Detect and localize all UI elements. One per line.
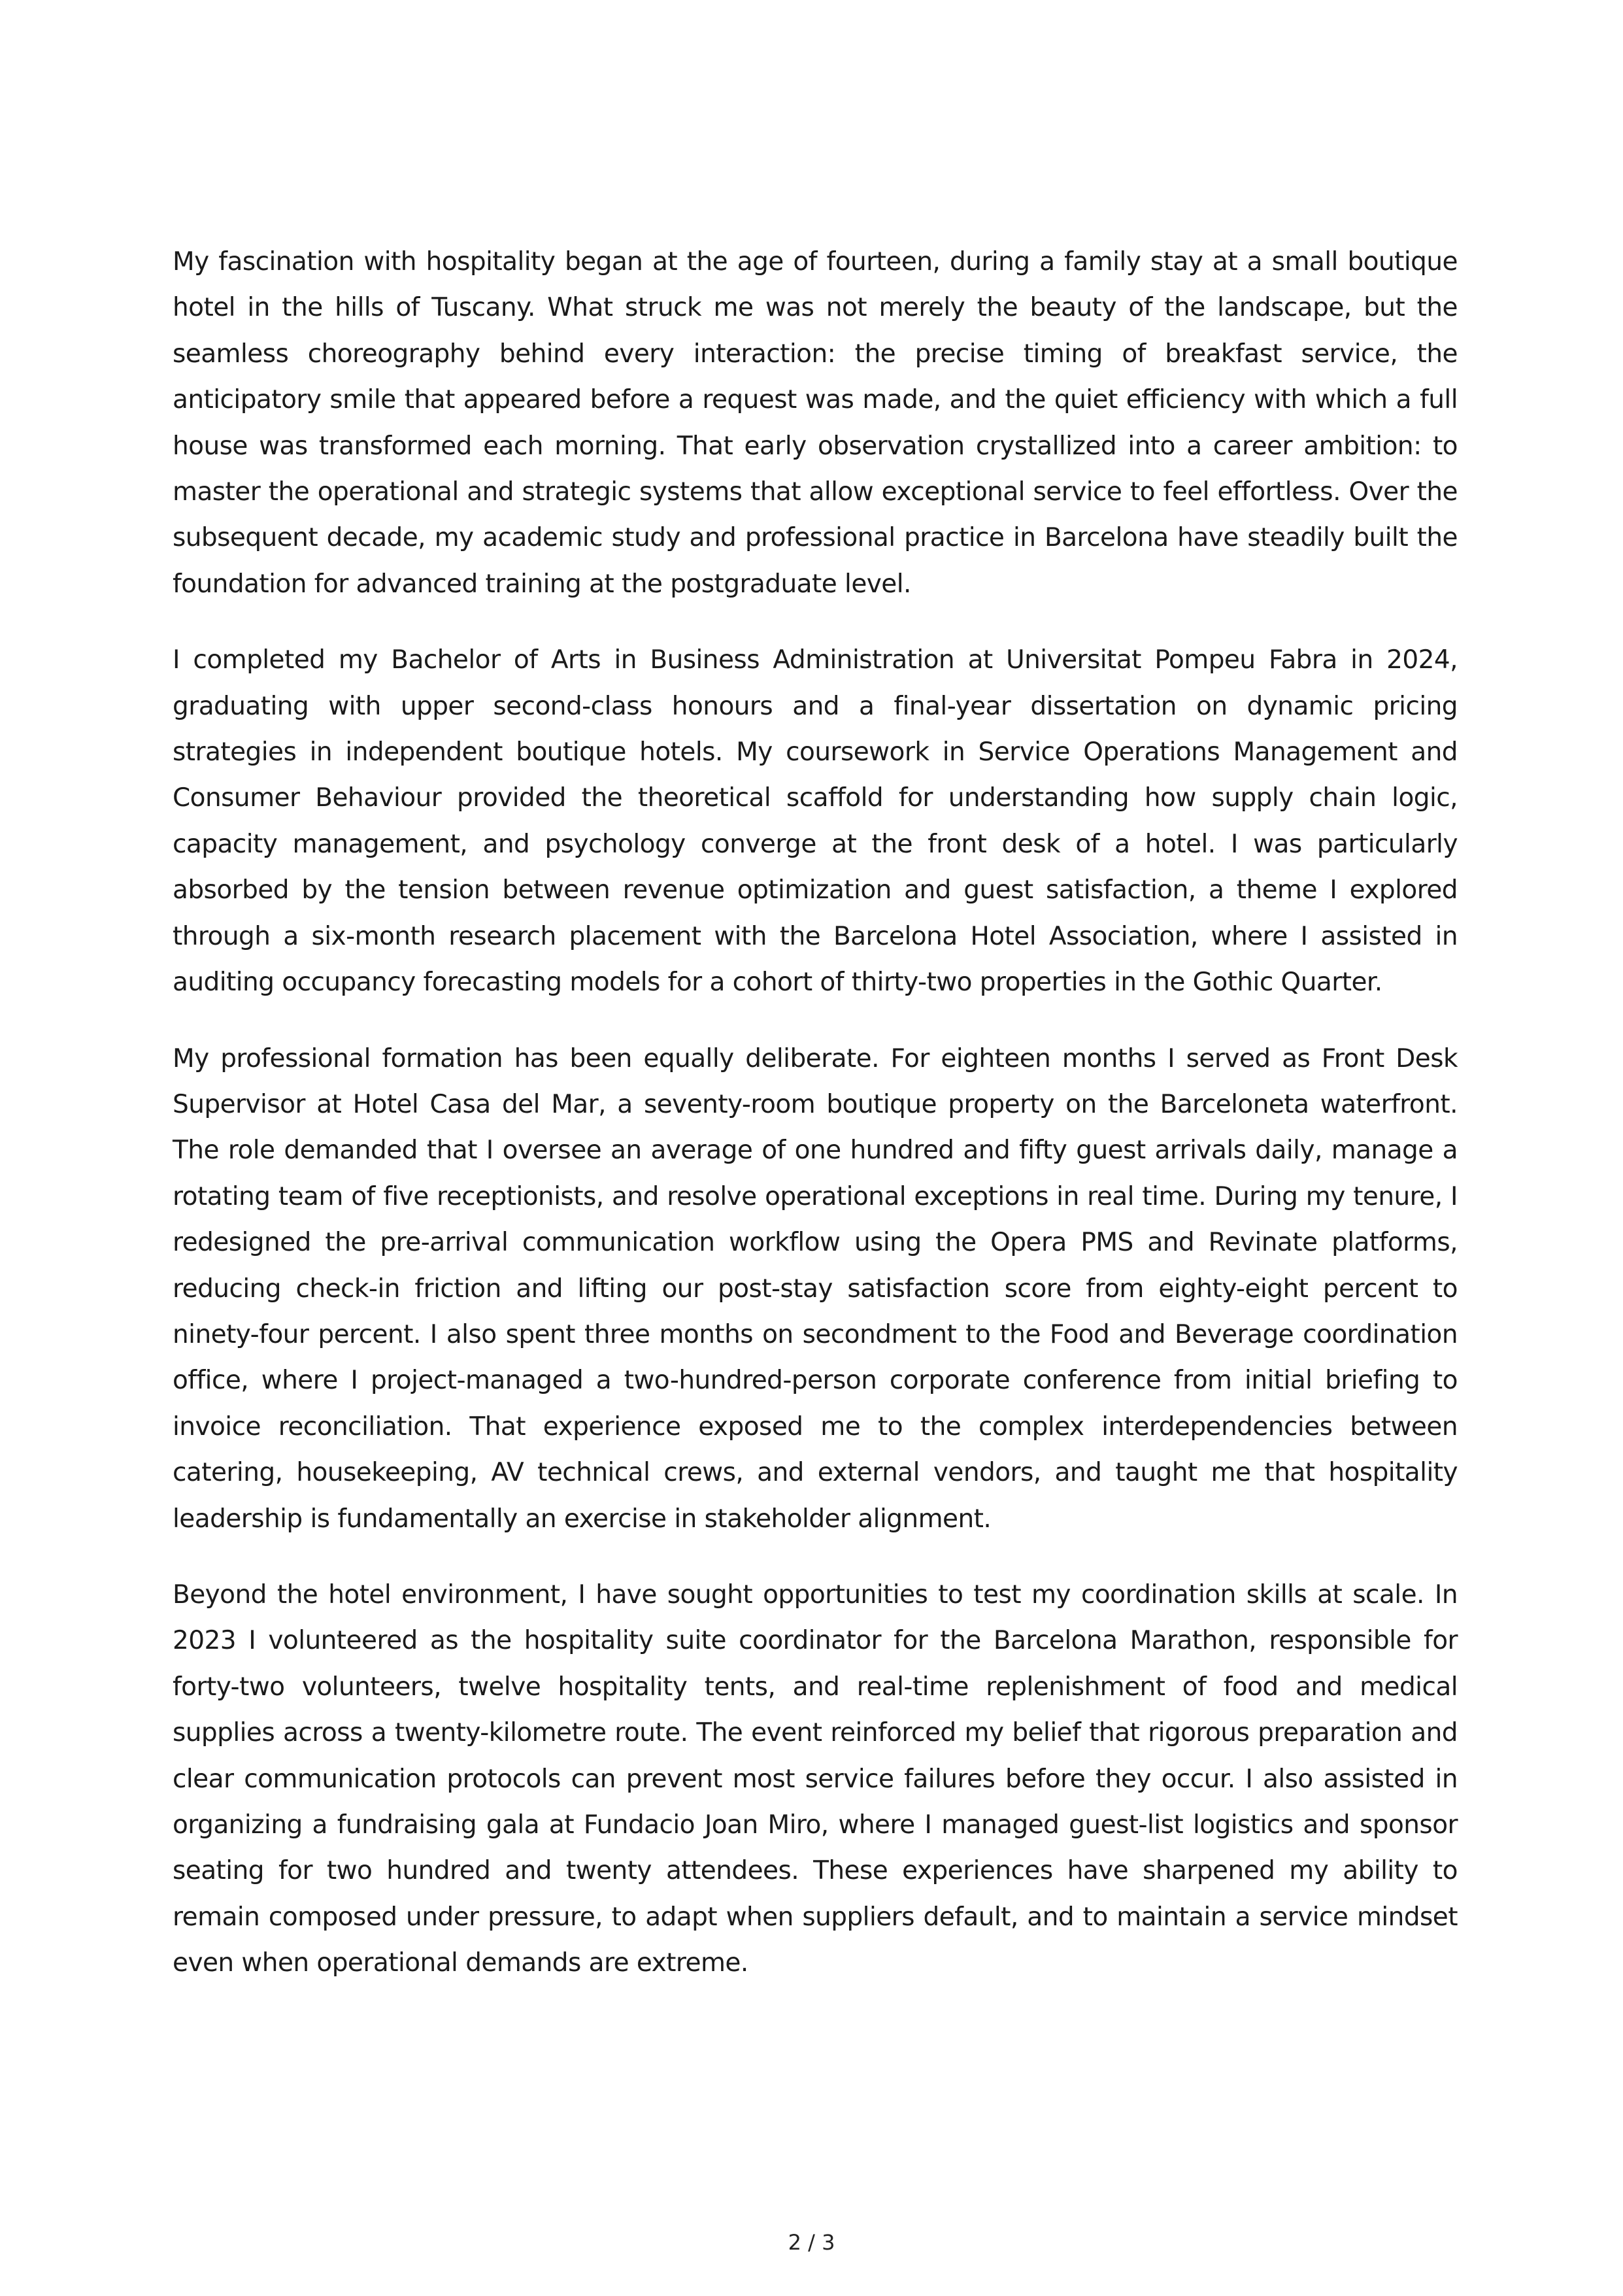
- page-number: 2 / 3: [788, 2230, 835, 2255]
- paragraph-volunteer-experience: Beyond the hotel environment, I have sought opportunities to test my coordination skills at scale. In 2023 I volunteered as the hospitality suite coordinator for the Barcelona Marathon, responsible for forty-two volunteers, twelve hospitality tents, and real-time replenishment of food and medical supplies across a twenty-kilometre route. The event reinforced my belief that rigorous preparation and clear communication protocols can prevent most service failures before they occur. I also assisted in organizing a fundraising gala at Fundacio Joan Miro, where I managed guest-list logistics and sponsor seating for two hundred and twenty attendees. These experiences have sharpened my ability to remain composed under pressure, to adapt when suppliers default, and to maintain a service mindset even when operational demands are extreme.: [173, 1579, 1458, 1978]
- paragraph-origin-story: My fascination with hospitality began at the age of fourteen, during a family stay at a small boutique hotel in the hills of Tuscany. What struck me was not merely the beauty of the landscape, but the seamless choreography behind every interaction: the precise timing of breakfast service, the anticipatory smile that appeared before a request was made, and the quiet efficiency with which a full house was transformed each morning. That early observation crystallized into a career ambition: to master the operational and strategic systems that allow exceptional service to feel effortless. Over the subsequent decade, my academic study and professional practice in Barcelona have steadily built the foundation for advanced training at the postgraduate level.: [173, 247, 1458, 599]
- paragraph-education: I completed my Bachelor of Arts in Business Administration at Universitat Pompeu Fabra in 2024, graduating with upper second-class honours and a final-year dissertation on dynamic pricing strategies in independent boutique hotels. My coursework in Service Operations Management and Consumer Behaviour provided the theoretical scaffold for understanding how supply chain logic, capacity management, and psychology converge at the front desk of a hotel. I was particularly absorbed by the tension between revenue optimization and guest satisfaction, a theme I explored through a six-month research placement with the Barcelona Hotel Association, where I assisted in auditing occupancy forecasting models for a cohort of thirty-two properties in the Gothic Quarter.: [173, 645, 1458, 998]
- paragraph-professional-experience: My professional formation has been equally deliberate. For eighteen months I served as Front Desk Supervisor at Hotel Casa del Mar, a seventy-room boutique property on the Barceloneta waterfront. The role demanded that I oversee an average of one hundred and fifty guest arrivals daily, manage a rotating team of five receptionists, and resolve operational exceptions in real time. During my tenure, I redesigned the pre-arrival communication workflow using the Opera PMS and Revinate platforms, reducing check-in friction and lifting our post-stay satisfaction score from eighty-eight percent to ninety-four percent. I also spent three months on secondment to the Food and Beverage coordination office, where I project-managed a two-hundred-person corporate conference from initial briefing to invoice reconciliation. That experience exposed me to the complex interdependencies between catering, housekeeping, AV technical crews, and external vendors, and taught me that hospitality leadership is fundamentally an exercise in stakeholder alignment.: [173, 1043, 1458, 1534]
- page-body: [173, 239, 1458, 2017]
